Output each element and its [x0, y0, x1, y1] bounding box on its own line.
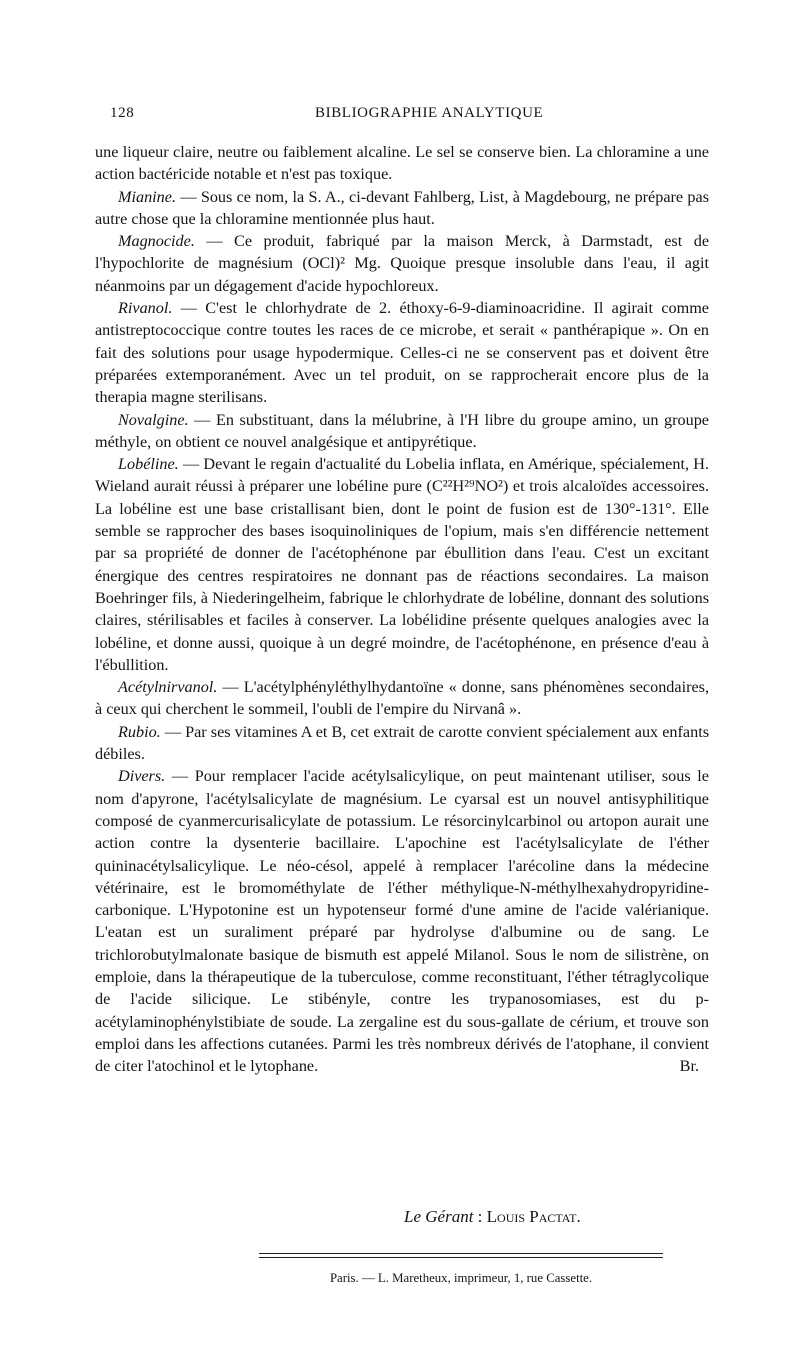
divider-rule	[259, 1257, 663, 1258]
signature-separator: :	[477, 1207, 483, 1226]
paragraph-text: — Devant le regain d'actualité du Lobelia inflata, en Amérique, spécialement, H. Wieland aurait réussi à préparer une lobéline pure (C²²H²⁹NO²) et trois alcaloïdes accessoires. La lobéline est une base cristallisant bien, dont le point de fusion est de 130°-131°. Elle semble se rapprocher des bases isoquinoliniques de l'opium, mais s'en différencie nettement par sa propriété de donner de l'acétophénone par ébullition dans l'eau. C'est un excitant énergique des centres respiratoires ne donnant pas de réactions secondaires. La maison Boehringer fils, à Niederingelheim, fabrique le chlorhydrate de lobéline, donnant des solutions claires, stérilisables et faciles à conserver. La lobélidine présente quelques analogies avec la lobéline, et donne aussi, quoique à un degré moindre, de l'acétophénone, en présence d'eau à l'ébullition.	[95, 455, 709, 674]
entry-label: Mianine.	[118, 187, 176, 206]
signature-title: Le Gérant	[404, 1207, 474, 1226]
signature	[404, 1207, 714, 1227]
paragraph	[95, 186, 709, 231]
paragraph-text: — L'acétylphényléthylhydantoïne « donne, sans phénomènes secondaires, à ceux qui cherchent le sommeil, l'oubli de l'empire du Nirvanâ ».	[95, 678, 709, 719]
entry-label: Novalgine.	[118, 410, 189, 429]
running-header	[110, 105, 710, 127]
signature-name: Louis Pactat.	[486, 1207, 581, 1226]
entry-label: Rubio.	[118, 722, 161, 741]
paragraph	[95, 409, 709, 454]
paragraph-text: — Ce produit, fabriqué par la maison Merck, à Darmstadt, est de l'hypochlorite de magnésium (OCl)² Mg. Quoique presque insoluble dans l'eau, il agit néanmoins par un dégagement d'acide hypochloreux.	[95, 232, 709, 295]
divider-rule	[259, 1253, 663, 1254]
paragraph	[95, 141, 709, 186]
paragraph-text: une liqueur claire, neutre ou faiblement alcaline. Le sel se conserve bien. La chloramine a une action bactéricide notable et n'est pas toxique.	[95, 143, 709, 184]
page-number: 128	[110, 105, 135, 121]
paragraph-text: — En substituant, dans la mélubrine, à l'H libre du groupe amino, un groupe méthyle, on obtient ce nouvel analgésique et antipyrétique.	[95, 410, 709, 451]
paragraph	[95, 230, 709, 297]
paragraph-text: — Sous ce nom, la S. A., ci-devant Fahlberg, List, à Magdebourg, ne prépare pas autre chose que la chloramine mentionnée plus haut.	[95, 187, 709, 228]
entry-label: Acétylnirvanol.	[118, 678, 218, 697]
entry-label: Rivanol.	[118, 299, 173, 318]
paragraph-text: — C'est le chlorhydrate de 2. éthoxy-6-9-diaminoacridine. Il agirait comme antistreptococcique contre toutes les races de ce microbe, et serait « panthérapique ». On en fait des solutions pour usage hypodermique. Celles-ci ne se conservent pas et doivent être préparées extemporanément. Avec un tel produit, on se rapprocherait encore plus de la therapia magne sterilisans.	[95, 299, 709, 407]
entry-label: Magnocide.	[118, 232, 195, 251]
paragraph	[95, 676, 709, 721]
paragraph-text: — Pour remplacer l'acide acétylsalicylique, on peut maintenant utiliser, sous le nom d'apyrone, l'acétylsalicylate de magnésium. Le cyarsal est un nouvel antisyphilitique composé de cyanmercurisalicylate de potassium. Le résorcinylcarbinol ou artopon aurait une action contre la dysenterie bacillaire. L'apochine est l'acétylsalicylate de l'éther quininacétylsalicylique. Le néo-césol, appelé à remplacer l'arécoline dans la médecine vétérinaire, est le bromométhylate de l'éther méthylique-N-méthylhexahydropyridine-carbonique. L'Hypotonine est un hypotenseur formé d'une amine de l'acide valérianique. L'eatan est un suraliment préparé par hydrolyse d'albumine ou de sang. Le trichlorobutylmalonate basique de bismuth est appelé Milanol. Sous le nom de silistrène, on emploie, dans la thérapeutique de la tuberculose, comme reconstituant, l'éther tétraglycolique de l'acide silicique. Le stibényle, contre les trypanosomiases, est du p-acétylaminophénylstibiate de soude. La zergaline est du sous-gallate de cérium, et trouve son emploi dans les affections cutanées. Parmi les très nombreux dérivés de l'atophane, il convient de citer l'atochinol et le lytophane.	[95, 767, 709, 1076]
running-title: BIBLIOGRAPHIE ANALYTIQUE	[315, 105, 544, 121]
paragraph	[95, 765, 709, 1077]
entry-label: Divers.	[118, 767, 166, 786]
entry-label: Lobéline.	[118, 455, 179, 474]
author-initials: Br.	[679, 1057, 699, 1076]
paragraph-text: — Par ses vitamines A et B, cet extrait de carotte convient spécialement aux enfants débiles.	[95, 722, 709, 764]
paragraph	[95, 721, 709, 766]
printer-imprint: Paris. — L. Maretheux, imprimeur, 1, rue Cassette.	[329, 1271, 593, 1285]
article-body	[95, 141, 709, 1077]
paragraph	[95, 453, 709, 676]
paragraph	[95, 297, 709, 408]
